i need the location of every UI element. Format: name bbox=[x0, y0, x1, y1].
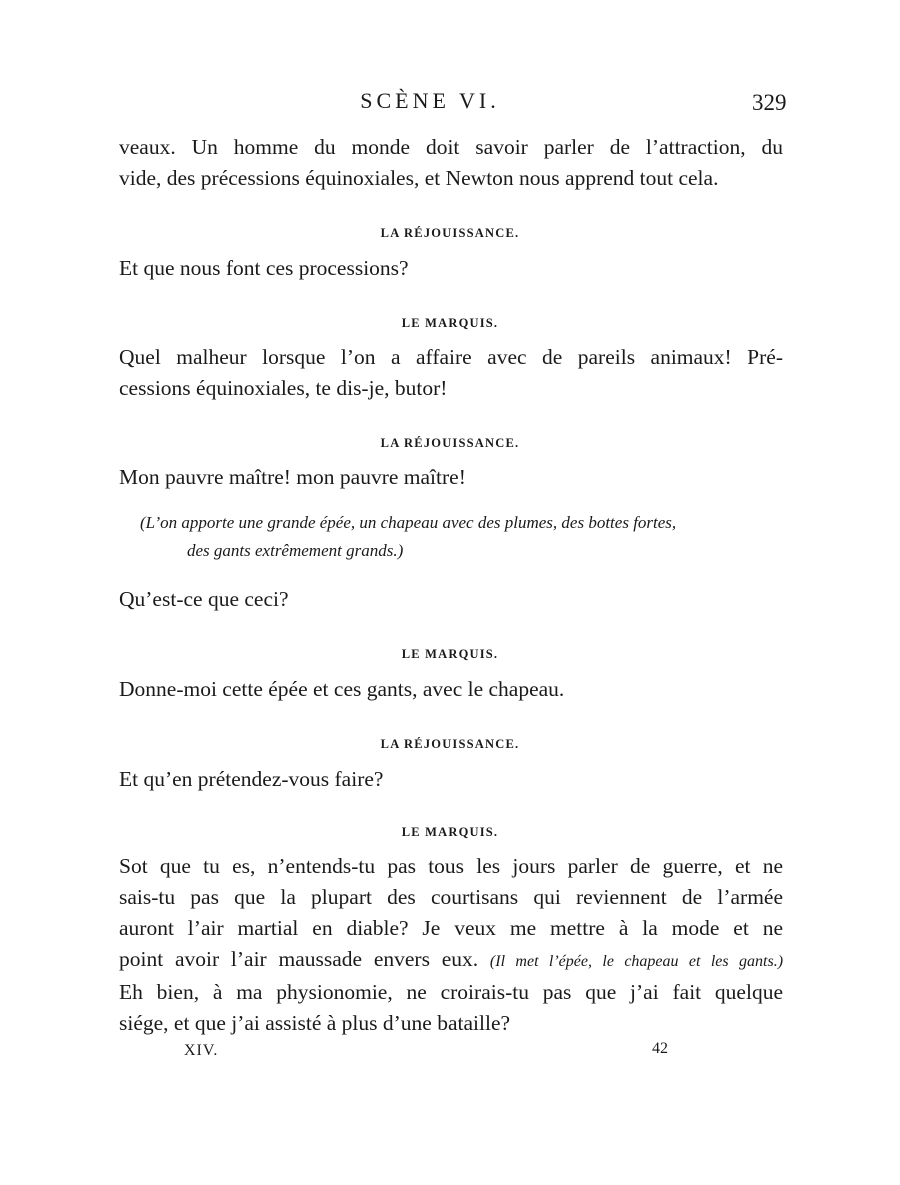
text-line: Eh bien, à ma physionomie, ne croirais-tu pas que j’ai fait quelque bbox=[119, 980, 783, 1004]
text-line bbox=[119, 944, 783, 977]
text-line: auront l’air martial en diable? Je veux me mettre à la mode et ne bbox=[119, 916, 783, 940]
stage-line: (L’on apporte une grande épée, un chapeau avec des plumes, des bottes fortes, bbox=[140, 513, 677, 532]
paragraph bbox=[119, 462, 783, 493]
paragraph bbox=[119, 764, 783, 795]
speaker-name: LA RÉJOUISSANCE. bbox=[380, 436, 520, 450]
text-line: Et que nous font ces processions? bbox=[119, 256, 409, 280]
page-number: 329 bbox=[752, 90, 787, 115]
paragraph bbox=[119, 674, 783, 705]
text-line: Et qu’en prétendez-vous faire? bbox=[119, 767, 384, 791]
speaker-name: LE MARQUIS. bbox=[401, 825, 499, 839]
speaker-name: LE MARQUIS. bbox=[401, 647, 499, 661]
stage-line: des gants extrêmement grands.) bbox=[187, 541, 404, 560]
stage-direction bbox=[140, 509, 790, 565]
text-line: cessions équinoxiales, te dis-je, butor! bbox=[119, 376, 448, 400]
text-segment: point avoir l’air maussade envers eux. bbox=[119, 947, 479, 971]
text-line: Mon pauvre maître! mon pauvre maître! bbox=[119, 465, 466, 489]
signature-mark: XIV. bbox=[184, 1042, 219, 1059]
paragraph bbox=[119, 132, 783, 194]
text-line: Qu’est-ce que ceci? bbox=[119, 587, 289, 611]
paragraph bbox=[119, 342, 783, 404]
inline-stage-direction: (Il met l’épée, le chapeau et les gants.) bbox=[489, 953, 784, 970]
sheet-number: 42 bbox=[652, 1040, 668, 1057]
text-line: veaux. Un homme du monde doit savoir parler de l’attraction, du bbox=[119, 135, 783, 159]
text-line: Donne-moi cette épée et ces gants, avec le chapeau. bbox=[119, 677, 565, 701]
text-line: vide, des précessions équinoxiales, et Newton nous apprend tout cela. bbox=[119, 166, 719, 190]
text-line: siége, et que j’ai assisté à plus d’une bataille? bbox=[119, 1011, 511, 1035]
text-line: Quel malheur lorsque l’on a affaire avec de pareils animaux! Pré- bbox=[119, 345, 783, 369]
speaker-name: LA RÉJOUISSANCE. bbox=[380, 226, 520, 240]
running-header-title: SCÈNE VI. bbox=[360, 88, 500, 113]
paragraph bbox=[119, 851, 783, 1039]
paragraph bbox=[119, 584, 783, 615]
text-line: Sot que tu es, n’entends-tu pas tous les jours parler de guerre, et ne bbox=[119, 854, 783, 878]
speaker-name: LE MARQUIS. bbox=[401, 316, 499, 330]
paragraph bbox=[119, 253, 783, 284]
speaker-name: LA RÉJOUISSANCE. bbox=[380, 737, 520, 751]
text-line: sais-tu pas que la plupart des courtisans qui reviennent de l’armée bbox=[119, 885, 783, 909]
